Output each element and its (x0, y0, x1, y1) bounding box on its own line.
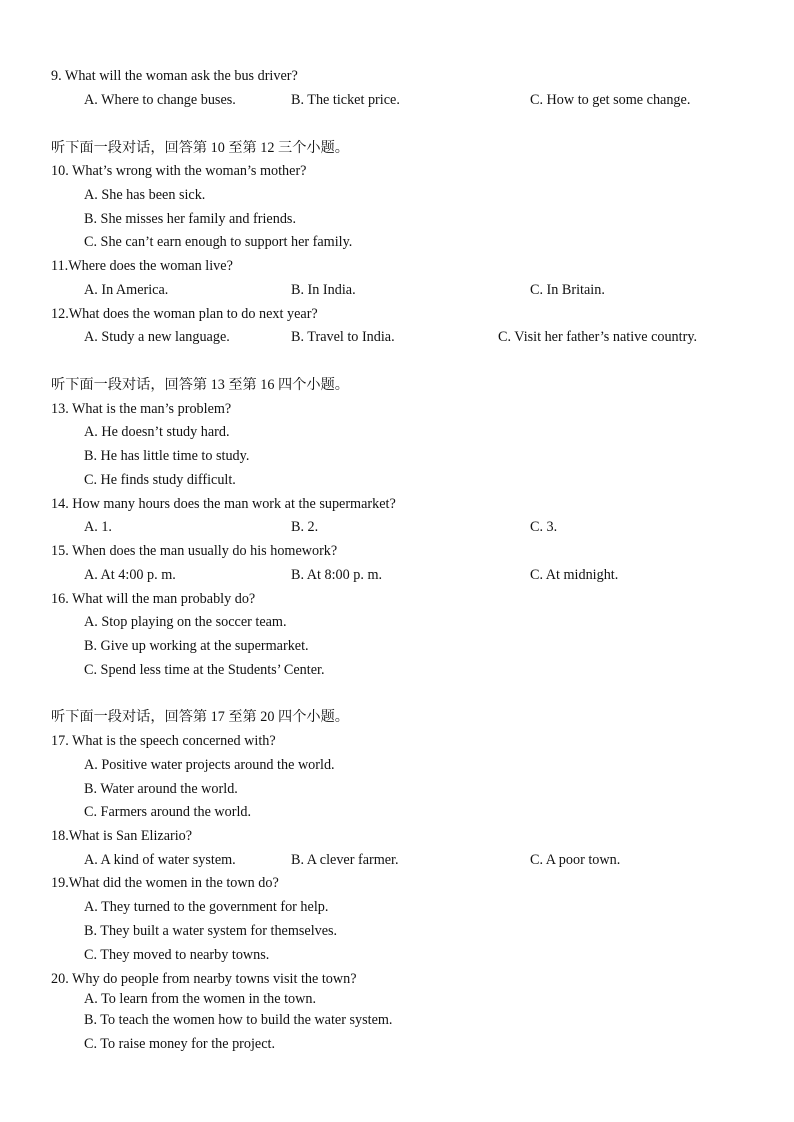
section-heading-17-20: 听下面一段对话，回答第 17 至第 20 四个小题。 (51, 709, 349, 725)
question-15-option-c: C. At midnight. (530, 567, 619, 583)
question-13-option-c: C. He finds study difficult. (84, 472, 236, 488)
question-16-option-b: B. Give up working at the supermarket. (84, 638, 309, 654)
question-18-option-c: C. A poor town. (530, 852, 621, 868)
section-heading-13-16: 听下面一段对话，回答第 13 至第 16 四个小题。 (51, 377, 349, 393)
question-11-option-a: A. In America. (84, 282, 169, 298)
question-13-option-a: A. He doesn’t study hard. (84, 424, 230, 440)
question-15-option-b: B. At 8:00 p. m. (291, 567, 383, 583)
question-14-option-c: C. 3. (530, 519, 558, 535)
question-10-option-a: A. She has been sick. (84, 187, 206, 203)
question-10-stem: 10. What’s wrong with the woman’s mother? (51, 163, 307, 179)
question-9-option-b: B. The ticket price. (291, 92, 400, 108)
question-13-stem: 13. What is the man’s problem? (51, 401, 232, 417)
question-12-stem: 12.What does the woman plan to do next year? (51, 306, 318, 322)
question-16-option-c: C. Spend less time at the Students’ Center. (84, 662, 325, 678)
question-9-option-a: A. Where to change buses. (84, 92, 236, 108)
question-20-option-a: A. To learn from the women in the town. (84, 991, 317, 1007)
question-17-option-c: C. Farmers around the world. (84, 804, 252, 820)
question-10-option-c: C. She can’t earn enough to support her family. (84, 234, 353, 250)
question-11-option-b: B. In India. (291, 282, 356, 298)
question-18-option-a: A. A kind of water system. (84, 852, 236, 868)
question-19-stem: 19.What did the women in the town do? (51, 875, 279, 891)
question-12-option-a: A. Study a new language. (84, 329, 230, 345)
question-13-option-b: B. He has little time to study. (84, 448, 250, 464)
question-12-option-b: B. Travel to India. (291, 329, 395, 345)
question-20-option-c: C. To raise money for the project. (84, 1036, 276, 1052)
question-20-option-b: B. To teach the women how to build the water system. (84, 1012, 393, 1028)
question-15-option-a: A. At 4:00 p. m. (84, 567, 176, 583)
question-9-stem: 9. What will the woman ask the bus driver? (51, 68, 298, 84)
question-9-option-c: C. How to get some change. (530, 92, 691, 108)
question-20-stem: 20. Why do people from nearby towns visit the town? (51, 971, 357, 987)
question-19-option-b: B. They built a water system for themselves. (84, 923, 338, 939)
question-14-option-b: B. 2. (291, 519, 319, 535)
question-19-option-a: A. They turned to the government for help. (84, 899, 329, 915)
question-17-stem: 17. What is the speech concerned with? (51, 733, 276, 749)
question-19-option-c: C. They moved to nearby towns. (84, 947, 270, 963)
question-18-stem: 18.What is San Elizario? (51, 828, 193, 844)
question-14-stem: 14. How many hours does the man work at the supermarket? (51, 496, 396, 512)
question-14-option-a: A. 1. (84, 519, 112, 535)
question-16-stem: 16. What will the man probably do? (51, 591, 256, 607)
question-15-stem: 15. When does the man usually do his homework? (51, 543, 338, 559)
question-17-option-a: A. Positive water projects around the world. (84, 757, 335, 773)
question-17-option-b: B. Water around the world. (84, 781, 238, 797)
question-10-option-b: B. She misses her family and friends. (84, 211, 296, 227)
question-11-stem: 11.Where does the woman live? (51, 258, 233, 274)
section-heading-10-12: 听下面一段对话，回答第 10 至第 12 三个小题。 (51, 140, 349, 156)
question-12-option-c: C. Visit her father’s native country. (498, 329, 698, 345)
question-11-option-c: C. In Britain. (530, 282, 605, 298)
question-18-option-b: B. A clever farmer. (291, 852, 399, 868)
question-16-option-a: A. Stop playing on the soccer team. (84, 614, 287, 630)
